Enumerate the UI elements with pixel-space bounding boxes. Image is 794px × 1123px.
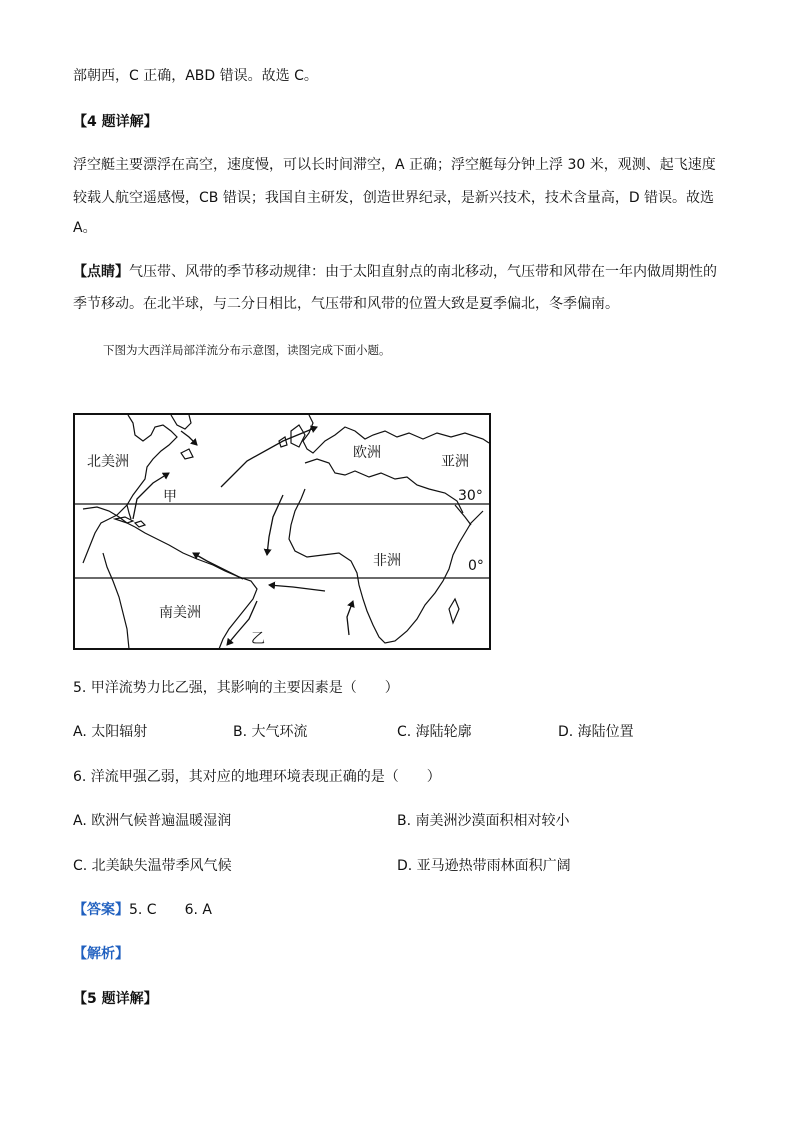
q6-option-d: D. 亚马逊热带雨林面积广阔 [397,858,571,874]
label-south-america: 南美洲 [159,605,201,621]
paragraph-line: 部朝西，C 正确，ABD 错误。故选 C。 [73,68,318,84]
answer-label: 【答案】 [73,902,129,918]
tip-label: 【点睛】 [73,264,129,280]
label-africa: 非洲 [373,553,401,569]
q6-option-c: C. 北美缺失温带季风气候 [73,858,232,874]
label-current-yi: 乙 [251,631,265,647]
question-6-stem: 6. 洋流甲强乙弱，其对应的地理环境表现正确的是（ ） [73,769,441,785]
q5-header: 【5 题详解】 [73,991,158,1007]
q5-option-a: A. 太阳辐射 [73,724,148,740]
q5-option-c: C. 海陆轮廓 [397,724,472,740]
tip-paragraph [73,262,717,282]
paragraph-line: 浮空艇主要漂浮在高空，速度慢，可以长时间滞空，A 正确；浮空艇每分钟上浮 30 米，观测、起飞速度 [73,157,716,173]
question-5-stem: 5. 甲洋流势力比乙强，其影响的主要因素是（ ） [73,680,399,696]
paragraph-line: 季节移动。在北半球，与二分日相比，气压带和风带的位置大致是夏季偏北，冬季偏南。 [73,296,619,312]
figure-caption: 下图为大西洋局部洋流分布示意图，读图完成下面小题。 [103,343,391,357]
answer-line [73,900,212,920]
q6-option-b: B. 南美洲沙漠面积相对较小 [397,813,570,829]
q4-header: 【4 题详解】 [73,114,158,130]
atlantic-current-map [73,413,491,650]
paragraph-line: A。 [73,220,97,236]
q5-option-d: D. 海陆位置 [558,724,634,740]
label-lat-0: 0° [468,558,484,574]
q6-option-a: A. 欧洲气候普遍温暖湿润 [73,813,232,829]
q5-option-b: B. 大气环流 [233,724,308,740]
label-north-america: 北美洲 [87,454,129,470]
label-europe: 欧洲 [353,445,381,461]
label-lat-30: 30° [458,488,483,504]
paragraph-line: 较载人航空遥感慢，CB 错误；我国自主研发，创造世界纪录，是新兴技术，技术含量高，D 错误。故选 [73,190,715,206]
label-asia: 亚洲 [441,454,469,470]
tip-text: 气压带、风带的季节移动规律：由于太阳直射点的南北移动，气压带和风带在一年内做周期性的 [129,264,717,280]
analysis-label: 【解析】 [73,946,129,962]
label-current-jia: 甲 [163,489,177,505]
answer-value: 5. C 6. A [129,902,212,918]
map-frame [74,414,490,649]
